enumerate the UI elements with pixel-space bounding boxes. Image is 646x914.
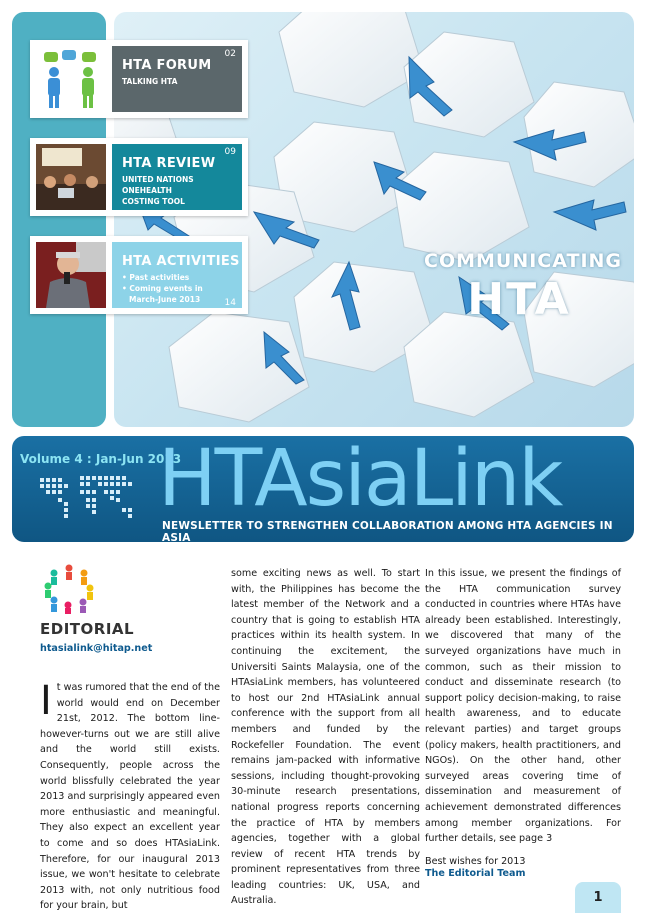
card-panel	[112, 46, 242, 112]
editorial-column-2: some exciting news as well. To start with, the Philippines has become the latest member of the Network and a country that is going to establish HTA practices within its health system. In continuing the excitement, the Universiti Saints Malaysia, one of the HTAsiaLink members, has volunteered to host our 2nd HTAsiaLink annual conference with the support from all members and funded by the Rockefeller Foundation. The event remains jam-packed with informative sessions, including thought-provoking 30-minute research presentations, national progress reports concerning the practice of HTA by members agencies, together with a global review of recent HTA trends by prominent representatives from three leading countries: UK, USA, and Australia.	[231, 568, 420, 907]
people-circle-logo-icon	[42, 562, 96, 614]
review-thumbnail-photo	[36, 144, 106, 210]
bullet-text: Past activities	[129, 273, 190, 282]
signoff-team: The Editorial Team	[425, 868, 526, 879]
card-title: HTA REVIEW	[122, 156, 216, 171]
drop-cap: I	[40, 678, 52, 724]
contents-card-hta-activities[interactable]	[30, 236, 248, 314]
card-title: HTA FORUM	[122, 58, 212, 73]
speaker-photo	[36, 242, 106, 308]
editorial-column-3: In this issue, we present the findings of the HTA communication survey conducted in countries where HTAs have already been established. Interestingly, we discovered that many of the surveyed organizations have much in common, such as their mission to conduct and disseminate research (to support policy decision-making, to raise health awareness, and to educate relevant parties) and target groups (policy makers, health practitioners, and NGOs). On the other hand, other surveyed areas covering time of dissemination and measurement of achievement demonstrated differences among member organizations. For further details, see page 3	[425, 568, 621, 845]
editorial-column-1	[40, 680, 220, 914]
meeting-photo	[36, 144, 106, 210]
editorial-heading: EDITORIAL	[40, 620, 135, 638]
newsletter-masthead	[12, 436, 634, 542]
card-subtitle-line: COSTING TOOL	[122, 197, 185, 206]
editorial-text: t was rumored that the end of the world would end on December 21st, 2012. The bottom line-however-turns out we are still alive and the world still exists. Consequently, people across the world blissfully celebrated the year 2013 and surprisingly appeared even more enthusiastic and meaningful. They also expect an excellent year to come and so does HTAsiaLink. Therefore, for our inaugural 2013 issue, we won't hesitate to celebrate 2013 with, not only nutritious food for your brain, but	[40, 682, 220, 912]
activities-thumbnail-photo	[36, 242, 106, 308]
card-subtitle: TALKING HTA	[122, 77, 178, 86]
contents-card-hta-review[interactable]	[30, 138, 248, 216]
page-number: 1	[593, 890, 603, 905]
card-panel	[112, 144, 242, 210]
newsletter-tagline: NEWSLETTER TO STRENGTHEN COLLABORATION AMONG HTA AGENCIES IN ASIA	[162, 520, 613, 542]
contact-email-link[interactable]: htasialink@hitap.net	[40, 643, 153, 654]
card-page-number: 09	[224, 147, 236, 157]
card-subtitle-line: UNITED NATIONS	[122, 175, 194, 184]
bullet-text: Coming events in March-June 2013	[129, 284, 203, 304]
card-subtitle	[122, 174, 194, 207]
hero-title-line2: HTA	[467, 274, 571, 325]
forum-thumbnail	[36, 46, 106, 112]
card-subtitle-line: ONEHEALTH	[122, 186, 172, 195]
card-panel	[112, 242, 242, 308]
world-map-icon	[36, 470, 146, 528]
card-page-number: 02	[224, 49, 236, 59]
card-bullets	[122, 272, 229, 305]
card-bullet-item: • Coming events in March-June 2013	[122, 284, 203, 304]
card-title: HTA ACTIVITIES	[122, 254, 240, 269]
talking-people-icon	[36, 46, 106, 112]
hero-title-line1: COMMUNICATING	[424, 250, 623, 272]
volume-label: Volume 4 : Jan-Jun 2013	[20, 452, 182, 466]
card-page-number: 14	[224, 298, 236, 308]
card-bullet-item: • Past activities	[122, 273, 190, 282]
newsletter-brand-title: HTAsiaLink	[158, 436, 562, 524]
contents-card-hta-forum[interactable]	[30, 40, 248, 118]
signoff-text: Best wishes for 2013	[425, 856, 526, 867]
